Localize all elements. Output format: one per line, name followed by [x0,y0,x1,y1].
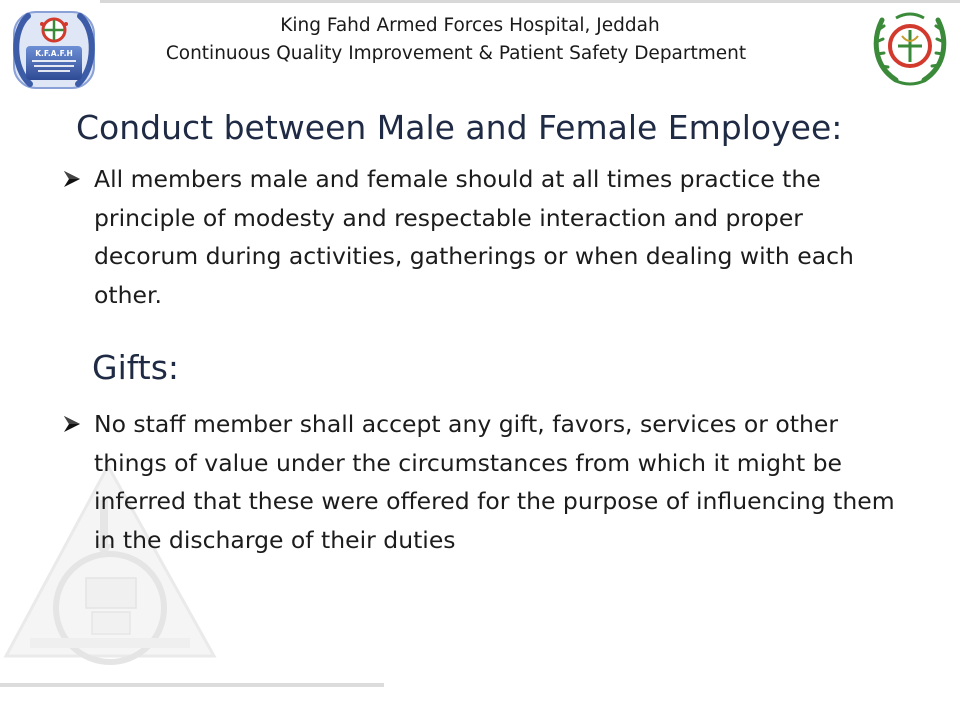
footer-divider [0,683,384,687]
svg-text:K.F.A.F.H: K.F.A.F.H [35,49,73,58]
arrow-check-bullet-icon [62,160,94,193]
bullet-text: All members male and female should at all times practice the principle of modesty and respectable interaction and proper decorum during activities, gatherings or when dealing with each other. [94,165,854,309]
department-name: Continuous Quality Improvement & Patient Safety Department [165,43,747,64]
bullet-text: No staff member shall accept any gift, favors, services or other things of value under the circumstances from which it might be inferred that these were offered for the purpose of influencing them in the discharge of their duties [94,410,895,554]
bullet-item [62,160,892,314]
hospital-name: King Fahd Armed Forces Hospital, Jeddah [280,15,660,36]
header [100,12,840,68]
section-title-conduct: Conduct between Male and Female Employee: [76,108,843,147]
bullet-item [62,405,912,559]
armed-forces-emblem-icon [868,6,952,90]
arrow-check-bullet-icon [62,405,94,438]
header-divider [100,0,960,3]
section-title-gifts: Gifts: [92,348,180,387]
